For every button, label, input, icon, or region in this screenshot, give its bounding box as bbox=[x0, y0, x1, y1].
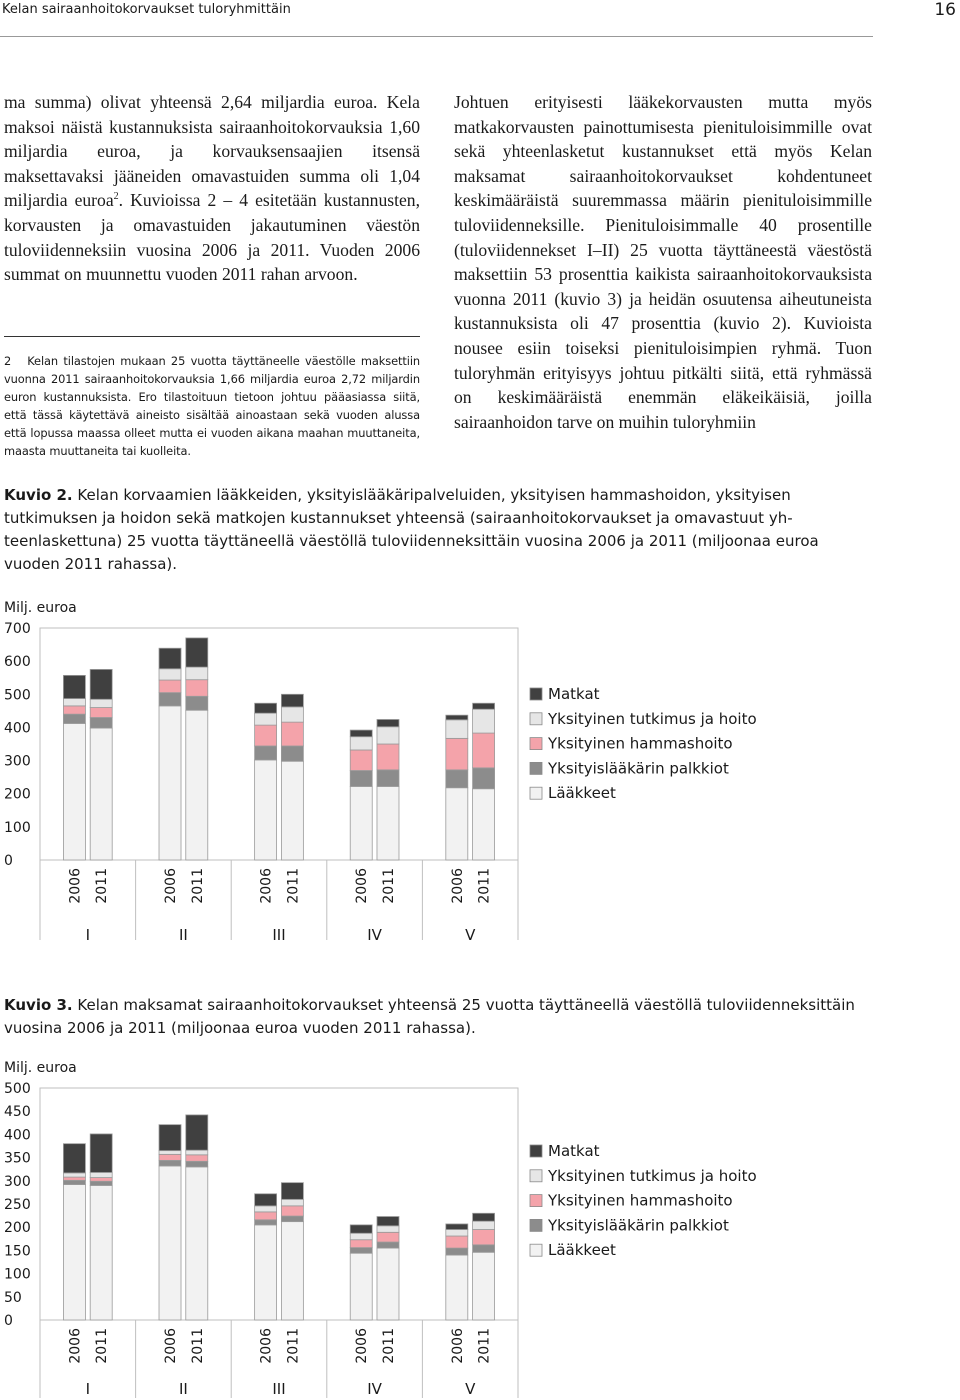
bar-segment bbox=[281, 1222, 303, 1320]
bar-segment bbox=[186, 1150, 208, 1155]
bar-segment bbox=[186, 1155, 208, 1161]
bar-segment bbox=[159, 706, 181, 860]
legend-swatch bbox=[530, 1195, 542, 1207]
bar-segment bbox=[377, 786, 399, 860]
y-tick-label: 400 bbox=[4, 720, 31, 737]
bar-segment bbox=[255, 760, 277, 860]
bar-segment bbox=[281, 694, 303, 707]
bar-segment bbox=[350, 771, 372, 787]
bar-segment bbox=[255, 1225, 277, 1320]
bar-segment bbox=[473, 1245, 495, 1252]
y-axis-label: Milj. euroa bbox=[4, 600, 77, 616]
bar-segment bbox=[350, 1225, 372, 1233]
x-tick-label: 2006 bbox=[449, 1328, 466, 1364]
bar-segment bbox=[90, 1172, 112, 1177]
group-label: IV bbox=[367, 1380, 382, 1398]
y-tick-label: 400 bbox=[4, 1127, 31, 1144]
figure-2-label: Kuvio 2. bbox=[4, 486, 73, 504]
footnote-divider bbox=[4, 336, 420, 337]
bar-segment bbox=[255, 1206, 277, 1212]
bar-segment bbox=[281, 746, 303, 761]
bar-segment bbox=[159, 1151, 181, 1155]
x-tick-label: 2011 bbox=[94, 868, 111, 904]
x-tick-label: 2011 bbox=[380, 1328, 397, 1364]
y-tick-label: 500 bbox=[4, 687, 31, 704]
right-column bbox=[454, 90, 872, 434]
x-tick-label: 2006 bbox=[354, 868, 371, 904]
legend-label: Lääkkeet bbox=[548, 784, 616, 803]
x-tick-label: 2011 bbox=[476, 1328, 493, 1364]
bar-segment bbox=[186, 1115, 208, 1150]
header-divider bbox=[0, 36, 873, 37]
bar-segment bbox=[350, 786, 372, 860]
legend-label: Yksityinen tutkimus ja hoito bbox=[548, 709, 757, 728]
bar-segment bbox=[446, 1224, 468, 1230]
bar-segment bbox=[159, 1154, 181, 1160]
bar-segment bbox=[446, 738, 468, 769]
figure-3-caption bbox=[4, 994, 872, 1040]
bar-segment bbox=[350, 730, 372, 737]
bar-segment bbox=[159, 1166, 181, 1320]
figure-2-caption bbox=[4, 484, 872, 576]
bar-segment bbox=[63, 675, 85, 698]
bar-segment bbox=[377, 727, 399, 744]
bar-segment bbox=[186, 1161, 208, 1167]
bar-segment bbox=[446, 788, 468, 860]
y-tick-label: 250 bbox=[4, 1197, 31, 1213]
bar-segment bbox=[255, 703, 277, 713]
left-column bbox=[4, 90, 420, 287]
bar-segment bbox=[90, 699, 112, 707]
bar-segment bbox=[281, 1199, 303, 1205]
bar-segment bbox=[473, 789, 495, 860]
bar-segment bbox=[473, 1221, 495, 1229]
bar-segment bbox=[63, 723, 85, 860]
y-tick-label: 300 bbox=[4, 1173, 31, 1190]
legend-swatch bbox=[530, 713, 542, 725]
group-label: V bbox=[465, 926, 476, 944]
figure-2-svg bbox=[0, 596, 960, 946]
bar-segment bbox=[473, 768, 495, 789]
y-tick-label: 100 bbox=[4, 819, 31, 836]
left-paragraph-text: ma summa) olivat yhteensä 2,64 miljardia euroa. Kela maksoi näistä kustannuksista sairaanhoitokorvauksia 1,60 miljardia euroa, ja korvauksensaajien itsensä maksettavaksi jääneiden omavastuiden summa oli 1,04 miljardia euroa bbox=[4, 92, 420, 211]
group-label: III bbox=[272, 926, 286, 944]
bar-segment bbox=[350, 1253, 372, 1320]
bar-segment bbox=[90, 1134, 112, 1173]
bar-segment bbox=[473, 1230, 495, 1245]
bar-segment bbox=[377, 770, 399, 787]
bar-segment bbox=[281, 1206, 303, 1216]
bar-segment bbox=[377, 744, 399, 770]
bar-segment bbox=[63, 1144, 85, 1173]
x-tick-label: 2011 bbox=[285, 1328, 302, 1364]
bar-segment bbox=[281, 1183, 303, 1200]
figure-3-chart bbox=[0, 1058, 960, 1400]
bar-segment bbox=[446, 1236, 468, 1248]
bar-segment bbox=[473, 1213, 495, 1221]
footnote-text: Kelan tilastojen mukaan 25 vuotta täyttäneelle väestölle maksettiin vuonna 2011 sairaanhoitokorvauksia 1,66 miljardia euroa 2,72 miljardin euron kustannuksista. Ero tilastoituun tietoon johtuu pääasiassa siitä, että tässä käytettävä aineisto sisältää ainoastaan sekä vuoden alussa että lopussa maassa olleet mutta ei vuoden aikana maahan muuttaneita, maasta muuttaneita tai kuolleita. bbox=[4, 354, 421, 458]
figure-3-svg bbox=[0, 1058, 960, 1400]
legend-swatch bbox=[530, 1170, 542, 1182]
left-paragraph bbox=[4, 90, 420, 287]
bar-segment bbox=[159, 1125, 181, 1151]
bar-segment bbox=[186, 667, 208, 680]
bar-segment bbox=[473, 1252, 495, 1320]
bar-segment bbox=[90, 669, 112, 699]
bar-segment bbox=[446, 720, 468, 739]
y-tick-label: 100 bbox=[4, 1266, 31, 1283]
bar-segment bbox=[186, 680, 208, 697]
bar-segment bbox=[255, 713, 277, 725]
bar-segment bbox=[90, 717, 112, 728]
y-tick-label: 300 bbox=[4, 753, 31, 770]
bar-segment bbox=[63, 714, 85, 723]
legend-swatch bbox=[530, 738, 542, 750]
x-tick-label: 2011 bbox=[189, 868, 206, 904]
bar-segment bbox=[255, 1212, 277, 1220]
bar-segment bbox=[473, 733, 495, 768]
bar-segment bbox=[350, 1248, 372, 1254]
x-tick-label: 2006 bbox=[449, 868, 466, 904]
y-tick-label: 600 bbox=[4, 654, 31, 671]
bar-segment bbox=[159, 648, 181, 669]
y-tick-label: 200 bbox=[4, 1220, 31, 1237]
x-tick-label: 2011 bbox=[476, 868, 493, 904]
x-tick-label: 2011 bbox=[94, 1328, 111, 1364]
x-tick-label: 2011 bbox=[189, 1328, 206, 1364]
bar-segment bbox=[159, 680, 181, 693]
legend-label: Matkat bbox=[548, 685, 600, 703]
legend-swatch bbox=[530, 1244, 542, 1256]
bar-segment bbox=[186, 1167, 208, 1320]
x-tick-label: 2006 bbox=[67, 868, 84, 904]
right-paragraph bbox=[454, 90, 872, 434]
bar-segment bbox=[90, 1178, 112, 1182]
y-tick-label: 50 bbox=[4, 1289, 22, 1306]
figure-2-caption-text: Kelan korvaamien lääkkeiden, yksityislääkäripalveluiden, yksityisen hammashoidon, yksityisen tutkimuksen ja hoidon sekä matkojen kustannukset yhteensä (sairaanhoitokorvaukset ja omavastuut yhteenlaskettuna) 25 vuotta täyttäneellä väestöllä tuloviidenneksittäin vuosina 2006 ja 2011 (miljoonaa euroa vuoden 2011 rahassa). bbox=[4, 486, 819, 573]
legend-label: Yksityinen tutkimus ja hoito bbox=[548, 1166, 757, 1185]
page-header bbox=[0, 0, 960, 40]
y-tick-label: 200 bbox=[4, 786, 31, 803]
bar-segment bbox=[90, 728, 112, 860]
bar-segment bbox=[281, 761, 303, 860]
bar-segment bbox=[186, 638, 208, 667]
bar-segment bbox=[186, 710, 208, 860]
bar-segment bbox=[90, 1185, 112, 1320]
figure-3-label: Kuvio 3. bbox=[4, 996, 73, 1014]
bar-segment bbox=[446, 715, 468, 720]
y-axis-label: Milj. euroa bbox=[4, 1060, 77, 1076]
figure-3-caption-text: Kelan maksamat sairaanhoitokorvaukset yhteensä 25 vuotta täyttäneellä väestöllä tuloviidenneksittäin vuosina 2006 ja 2011 (miljoonaa euroa vuoden 2011 rahassa). bbox=[4, 996, 855, 1037]
legend-swatch bbox=[530, 688, 542, 700]
left-paragraph-cont: . Kuvioissa 2 – 4 esitetään kustannusten, korvausten ja omavastuiden jakautuminen väestön tuloviidenneksiin vuosina 2006 ja 2011. Vuoden 2006 summat on muunnettu vuoden 2011 rahan arvoon. bbox=[4, 190, 420, 285]
x-tick-label: 2006 bbox=[163, 1328, 180, 1364]
bar-segment bbox=[350, 737, 372, 750]
bar-segment bbox=[473, 703, 495, 709]
y-tick-label: 0 bbox=[4, 853, 13, 869]
bar-segment bbox=[63, 706, 85, 714]
bar-segment bbox=[281, 1216, 303, 1222]
bar-segment bbox=[350, 1233, 372, 1239]
group-label: III bbox=[272, 1380, 286, 1398]
bar-segment bbox=[350, 750, 372, 771]
bar-segment bbox=[186, 696, 208, 710]
group-label: I bbox=[85, 926, 91, 944]
bar-segment bbox=[63, 1185, 85, 1320]
x-tick-label: 2011 bbox=[380, 868, 397, 904]
y-tick-label: 350 bbox=[4, 1150, 31, 1167]
y-tick-label: 0 bbox=[4, 1313, 13, 1329]
x-tick-label: 2011 bbox=[285, 868, 302, 904]
legend-label: Yksityinen hammashoito bbox=[548, 1191, 733, 1210]
legend-swatch bbox=[530, 787, 542, 799]
bar-segment bbox=[377, 1242, 399, 1248]
bar-segment bbox=[255, 1220, 277, 1225]
bar-segment bbox=[159, 1160, 181, 1166]
bar-segment bbox=[281, 707, 303, 722]
x-tick-label: 2006 bbox=[258, 868, 275, 904]
legend-label: Yksityinen hammashoito bbox=[548, 734, 733, 753]
bar-segment bbox=[63, 1177, 85, 1180]
y-tick-label: 700 bbox=[4, 621, 31, 637]
legend-swatch bbox=[530, 1145, 542, 1157]
group-label: IV bbox=[367, 926, 382, 944]
y-tick-label: 450 bbox=[4, 1104, 31, 1121]
bar-segment bbox=[377, 1248, 399, 1320]
footnote-number: 2 bbox=[4, 354, 12, 368]
bar-segment bbox=[90, 1181, 112, 1185]
x-tick-label: 2006 bbox=[258, 1328, 275, 1364]
bar-segment bbox=[159, 669, 181, 680]
bar-segment bbox=[63, 1173, 85, 1177]
bar-segment bbox=[446, 1230, 468, 1236]
page-number: 16 bbox=[934, 0, 956, 20]
bar-segment bbox=[446, 1255, 468, 1320]
bar-segment bbox=[377, 1217, 399, 1226]
bar-segment bbox=[255, 1194, 277, 1206]
legend-label: Matkat bbox=[548, 1142, 600, 1160]
footnote-ref[interactable]: 2 bbox=[113, 191, 119, 203]
group-label: I bbox=[85, 1380, 91, 1398]
bar-segment bbox=[255, 746, 277, 760]
bar-segment bbox=[63, 699, 85, 706]
bar-segment bbox=[446, 770, 468, 788]
figure-2-chart bbox=[0, 596, 960, 946]
x-tick-label: 2006 bbox=[354, 1328, 371, 1364]
bar-segment bbox=[473, 709, 495, 733]
bar-segment bbox=[377, 1232, 399, 1242]
bar-segment bbox=[63, 1180, 85, 1184]
bar-segment bbox=[90, 708, 112, 718]
right-paragraph-text: Johtuen erityisesti lääkekorvausten mutta myös matkakorvausten painottumisesta pienituloisimmille ovat sekä yhteenlasketut kustannukset että myös Kelan maksamat sairaanhoitokorvaukset kohdentuneet keskimääräistä suuremmassa määrin pienituloisimmille tuloviidenneksille. Pienituloisimmalle 40 prosentille (tuloviidennekset I–II) 25 vuotta täyttäneestä väestöstä maksettiin 53 prosenttia kaikista sairaanhoitokorvauksista vuonna 2011 (kuvio 3) ja heidän osuutensa aiheutuneista kustannuksista oli 47 prosenttia (kuvio 2). Kuvioista nousee esiin toiseksi pienituloisimpien ryhmä. Tuon tuloryhmän erityisyys johtuu pitkälti siitä, että ryhmässä on keskimääräistä enemmän eläkeikäisiä, joilla sairaanhoidon tarve on muihin tuloryhmiin bbox=[454, 92, 872, 432]
running-title: Kelan sairaanhoitokorvaukset tuloryhmittäin bbox=[2, 2, 291, 17]
bar-segment bbox=[281, 722, 303, 746]
bar-segment bbox=[159, 693, 181, 706]
bar-segment bbox=[255, 725, 277, 746]
y-tick-label: 500 bbox=[4, 1081, 31, 1097]
bar-segment bbox=[377, 719, 399, 726]
footnote bbox=[4, 352, 420, 460]
bar-segment bbox=[377, 1226, 399, 1232]
x-tick-label: 2006 bbox=[67, 1328, 84, 1364]
bar-segment bbox=[350, 1240, 372, 1248]
group-label: II bbox=[178, 926, 188, 944]
legend-label: Yksityislääkärin palkkiot bbox=[548, 1216, 729, 1235]
legend-swatch bbox=[530, 762, 542, 774]
y-tick-label: 150 bbox=[4, 1243, 31, 1260]
group-label: V bbox=[465, 1380, 476, 1398]
legend-label: Yksityislääkärin palkkiot bbox=[548, 759, 729, 778]
legend-label: Lääkkeet bbox=[548, 1241, 616, 1260]
group-label: II bbox=[178, 1380, 188, 1398]
x-tick-label: 2006 bbox=[163, 868, 180, 904]
legend-swatch bbox=[530, 1219, 542, 1231]
bar-segment bbox=[446, 1248, 468, 1255]
